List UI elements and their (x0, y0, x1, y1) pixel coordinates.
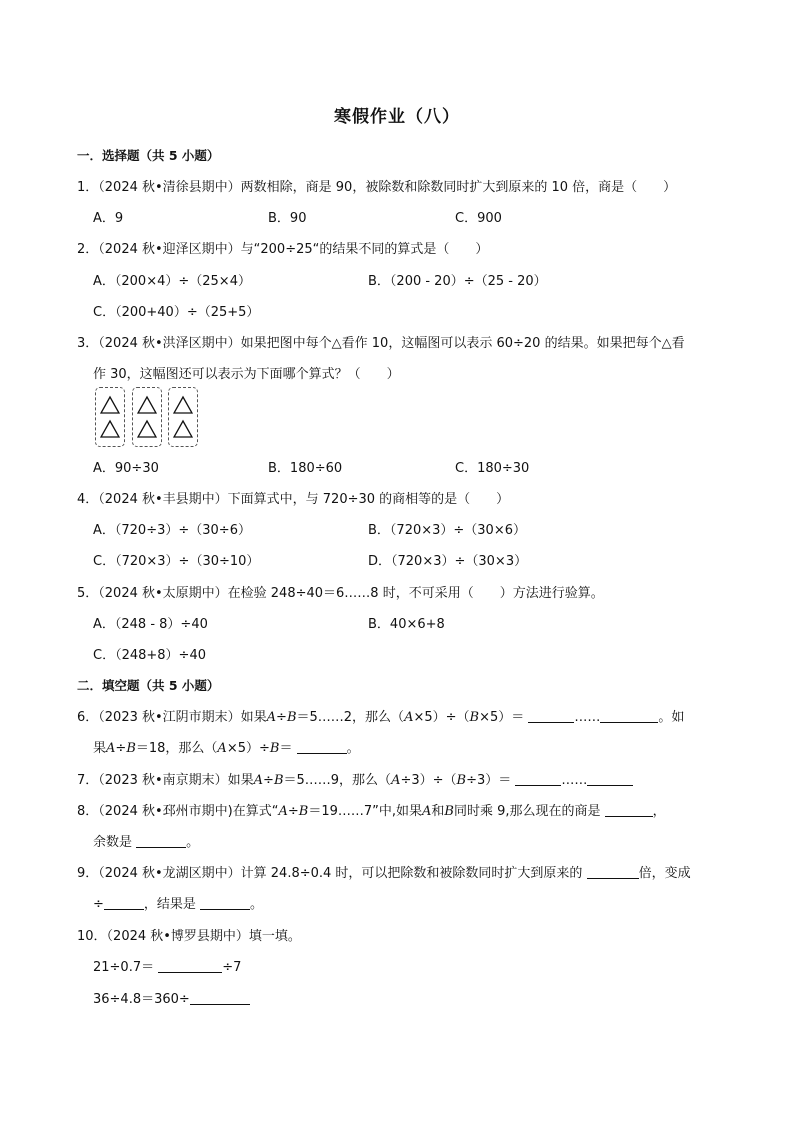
q2-option-c[interactable]: C．（200+40）÷（25+5） (93, 305, 260, 320)
question-10-row1 (93, 956, 241, 975)
answer-blank[interactable] (158, 959, 222, 973)
q10-text: 21÷0.7＝ (93, 960, 159, 975)
q8-text: 。 (186, 835, 200, 850)
answer-blank[interactable] (200, 896, 250, 910)
q6-text: …… (574, 710, 601, 725)
q9-text: ÷ (93, 897, 104, 912)
q7-text: 7．（2023 秋•南京期末）如果 (77, 773, 254, 788)
question-6-line2 (93, 737, 360, 756)
q7-text: ÷3）÷（ (400, 773, 457, 788)
q6-text: 6．（2023 秋•江阴市期末）如果 (77, 710, 267, 725)
q7-text: ＝5……9，那么（ (283, 773, 392, 788)
answer-blank[interactable] (600, 709, 658, 723)
var-a: A (404, 710, 414, 725)
answer-blank[interactable] (297, 740, 347, 754)
answer-blank[interactable] (605, 803, 653, 817)
q9-text: ，结果是 (143, 897, 201, 912)
q8-text: 余数是 (93, 835, 137, 850)
var-b: B (273, 773, 284, 788)
q5-option-b[interactable]: B．40×6+8 (368, 617, 445, 632)
q8-text: 和 (431, 804, 445, 819)
triangle-icon (137, 395, 157, 415)
var-b: B (456, 773, 467, 788)
q6-text: ＝ (279, 741, 297, 756)
triangle-icon (173, 419, 193, 439)
q6-text: ×5）＝ (479, 710, 529, 725)
triangle-icon (173, 395, 193, 415)
q10-text: ÷7 (222, 960, 242, 975)
q9-text: 倍，变成 (638, 866, 691, 881)
q6-text: 。如 (658, 710, 685, 725)
q1-option-c[interactable]: C．900 (455, 211, 502, 226)
answer-blank[interactable] (587, 865, 639, 879)
var-a: A (266, 710, 277, 725)
q7-text: ÷3）＝ (466, 773, 516, 788)
q7-text: …… (561, 773, 588, 788)
q2-option-a[interactable]: A．（200×4）÷（25×4） (93, 274, 251, 289)
section-heading-fill-blank: 二．填空题（共 5 小题） (77, 678, 220, 693)
page-title: 寒假作业（八） (334, 107, 460, 127)
answer-blank[interactable] (587, 772, 633, 786)
answer-blank[interactable] (136, 834, 186, 848)
q4-option-c[interactable]: C．（720×3）÷（30÷10） (93, 554, 260, 569)
triangle-icon (137, 419, 157, 439)
q8-text: 8．（2024 秋•邳州市期中)在算式“ (77, 804, 279, 819)
triangle-group-3 (168, 387, 198, 447)
var-b: B (126, 741, 136, 756)
var-a: A (278, 804, 288, 819)
question-8-line1 (77, 800, 666, 819)
q6-text: ÷ (115, 741, 127, 756)
q6-text: ＝5……2，那么（ (296, 710, 405, 725)
question-9-line2 (93, 893, 263, 912)
q2-option-b[interactable]: B．（200 - 20）÷（25 - 20） (368, 274, 547, 289)
question-4-stem: 4．（2024 秋•丰县期中）下面算式中，与 720÷30 的商相等的是（ ） (77, 492, 510, 507)
answer-blank[interactable] (528, 709, 574, 723)
var-a: A (217, 741, 227, 756)
q4-option-b[interactable]: B．（720×3）÷（30×6） (368, 523, 526, 538)
q8-text: ＝19……7”中,如果 (308, 804, 423, 819)
q6-text: ×5）÷ (226, 741, 270, 756)
section-heading-choice: 一．选择题（共 5 小题） (77, 148, 220, 163)
question-3-stem-line1: 3．（2024 秋•洪泽区期中）如果把图中每个△看作 10，这幅图可以表示 60÷20 的结果。如果把每个△看 (77, 336, 685, 351)
q3-option-b[interactable]: B．180÷60 (268, 461, 343, 476)
q1-option-a[interactable]: A．9 (93, 211, 124, 226)
q9-text: 。 (250, 897, 264, 912)
question-10-stem: 10．（2024 秋•博罗县期中）填一填。 (77, 929, 301, 944)
triangle-icon (100, 395, 120, 415)
q6-text: ＝18，那么（ (135, 741, 218, 756)
q6-text: 。 (346, 741, 360, 756)
q4-option-a[interactable]: A．（720÷3）÷（30÷6） (93, 523, 251, 538)
triangle-icon (100, 419, 120, 439)
q3-option-a[interactable]: A．90÷30 (93, 461, 159, 476)
var-b: B (298, 804, 309, 819)
answer-blank[interactable] (190, 991, 250, 1005)
q10-text: 36÷4.8＝360÷ (93, 992, 190, 1007)
question-3-stem-line2: 作 30，这幅图还可以表示为下面哪个算式？（ ） (93, 367, 400, 382)
question-6-line1 (77, 706, 684, 725)
var-b: B (469, 710, 480, 725)
q9-text: 9．（2024 秋•龙湖区期中）计算 24.8÷0.4 时，可以把除数和被除数同时扩大到原来的 (77, 866, 587, 881)
triangle-group-1 (95, 387, 125, 447)
q1-option-b[interactable]: B．90 (268, 211, 307, 226)
var-b: B (286, 710, 297, 725)
question-7 (77, 769, 633, 788)
var-a: A (391, 773, 401, 788)
q3-option-c[interactable]: C．180÷30 (455, 461, 530, 476)
question-2-stem: 2．（2024 秋•迎泽区期中）与“200÷25“的结果不同的算式是（ ） (77, 242, 489, 257)
q6-text: ÷ (276, 710, 287, 725)
answer-blank[interactable] (104, 896, 144, 910)
question-9-line1 (77, 862, 691, 881)
q6-text: ×5）÷（ (413, 710, 470, 725)
q4-option-d[interactable]: D．（720×3）÷（30×3） (368, 554, 528, 569)
var-a: A (422, 804, 432, 819)
q8-text: 同时乘 9,那么现在的商是 (453, 804, 605, 819)
answer-blank[interactable] (515, 772, 561, 786)
q8-text: ÷ (287, 804, 299, 819)
q7-text: ÷ (263, 773, 274, 788)
question-10-row2 (93, 988, 250, 1007)
var-b: B (269, 741, 280, 756)
q8-text: ， (652, 804, 666, 819)
var-b: B (444, 804, 454, 819)
q6-text: 果 (93, 741, 107, 756)
question-1-stem: 1．（2024 秋•清徐县期中）两数相除，商是 90，被除数和除数同时扩大到原来的 10 倍，商是（ ） (77, 180, 677, 195)
var-a: A (106, 741, 116, 756)
question-8-line2 (93, 831, 199, 850)
question-5-stem: 5．（2024 秋•太原期中）在检验 248÷40＝6……8 时，不可采用（ ）方法进行验算。 (77, 586, 604, 601)
triangle-group-2 (132, 387, 162, 447)
q5-option-c[interactable]: C．（248+8）÷40 (93, 648, 206, 663)
q5-option-a[interactable]: A．（248 - 8）÷40 (93, 617, 208, 632)
var-a: A (253, 773, 264, 788)
